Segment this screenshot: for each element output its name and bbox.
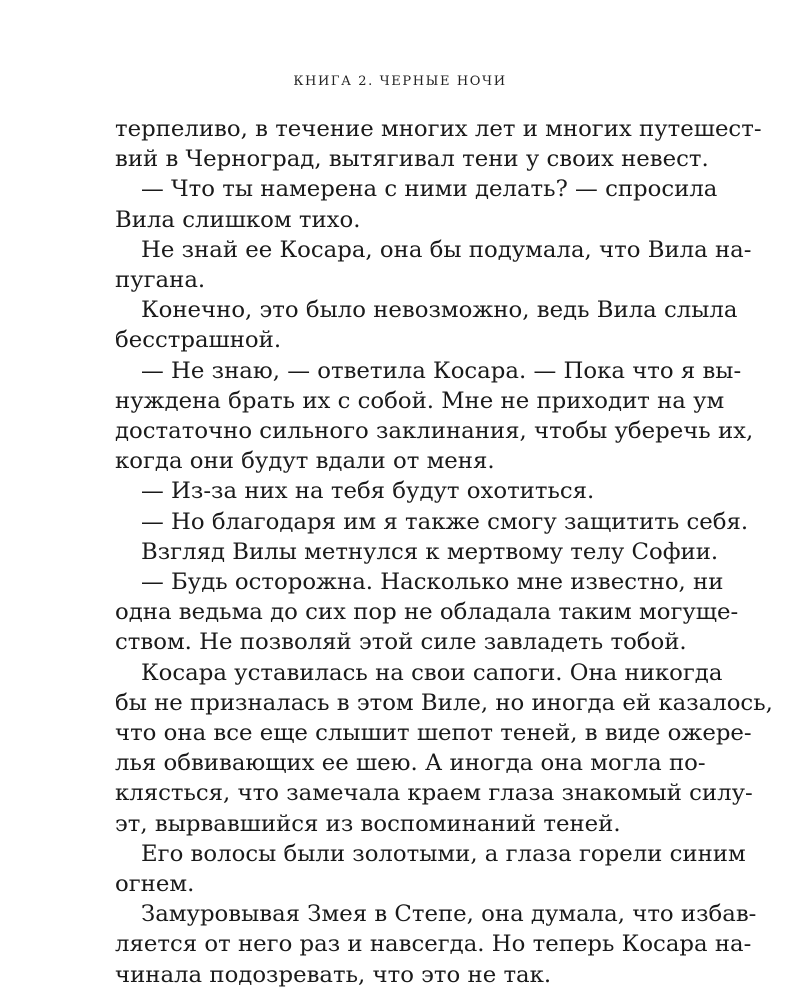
text-line: вий в Черноград, вытягивал тени у своих невест. [115, 146, 709, 173]
text-line: терпеливо, в течение многих лет и многих путешест- [115, 116, 762, 142]
text-line: лья обвивающих ее шею. А иногда она могла по- [115, 750, 706, 777]
text-line: Замуровывая Змея в Степе, она думала, что избав- [141, 901, 757, 928]
text-line: — Но благодаря им я также смогу защитить себя. [141, 508, 749, 535]
text-line: нуждена брать их с собой. Мне не приходит на ум [115, 387, 725, 414]
text-line: чинала подозревать, что это не так. [115, 961, 552, 988]
text-line: эт, вырвавшийся из воспоминаний теней. [115, 810, 621, 837]
text-line: Конечно, это было невозможно, ведь Вила слыла [141, 297, 738, 324]
text-line: ством. Не позволяй этой силе завладеть тобой. [115, 629, 687, 656]
text-line: ляется от него раз и навсегда. Но теперь Косара на- [115, 931, 752, 958]
text-line: Вила слишком тихо. [115, 206, 361, 233]
running-head: КНИГА 2. ЧЕРНЫЕ НОЧИ [293, 74, 507, 89]
text-line: — Будь осторожна. Насколько мне известно, ни [141, 569, 724, 596]
text-line: Его волосы были золотыми, а глаза горели синим [141, 840, 746, 867]
text-line: что она все еще слышит шепот теней, в виде ожере- [115, 720, 752, 747]
text-line: — Что ты намерена с ними делать? — спросила [141, 176, 718, 203]
body-text [115, 114, 773, 990]
text-line: — Из-за них на тебя будут охотиться. [141, 478, 595, 505]
text-line: — Не знаю, — ответила Косара. — Пока что я вы- [141, 357, 742, 384]
text-line: когда они будут вдали от меня. [115, 448, 495, 475]
text-line: бы не призналась в этом Виле, но иногда ей казалось, [115, 689, 773, 716]
text-line: Косара уставилась на свои сапоги. Она никогда [141, 659, 723, 686]
text-line: Взгляд Вилы метнулся к мертвому телу Софии. [141, 538, 719, 565]
text-line: огнем. [115, 871, 195, 898]
text-line: клясться, что замечала краем глаза знакомый силу- [115, 780, 753, 807]
text-line: достаточно сильного заклинания, чтобы уберечь их, [115, 418, 754, 445]
text-line: пугана. [115, 267, 206, 294]
text-line: бесстрашной. [115, 327, 282, 354]
text-line: одна ведьма до сих пор не обладала таким могуще- [115, 599, 739, 626]
text-line: Не знай ее Косара, она бы подумала, что Вила на- [141, 236, 752, 263]
